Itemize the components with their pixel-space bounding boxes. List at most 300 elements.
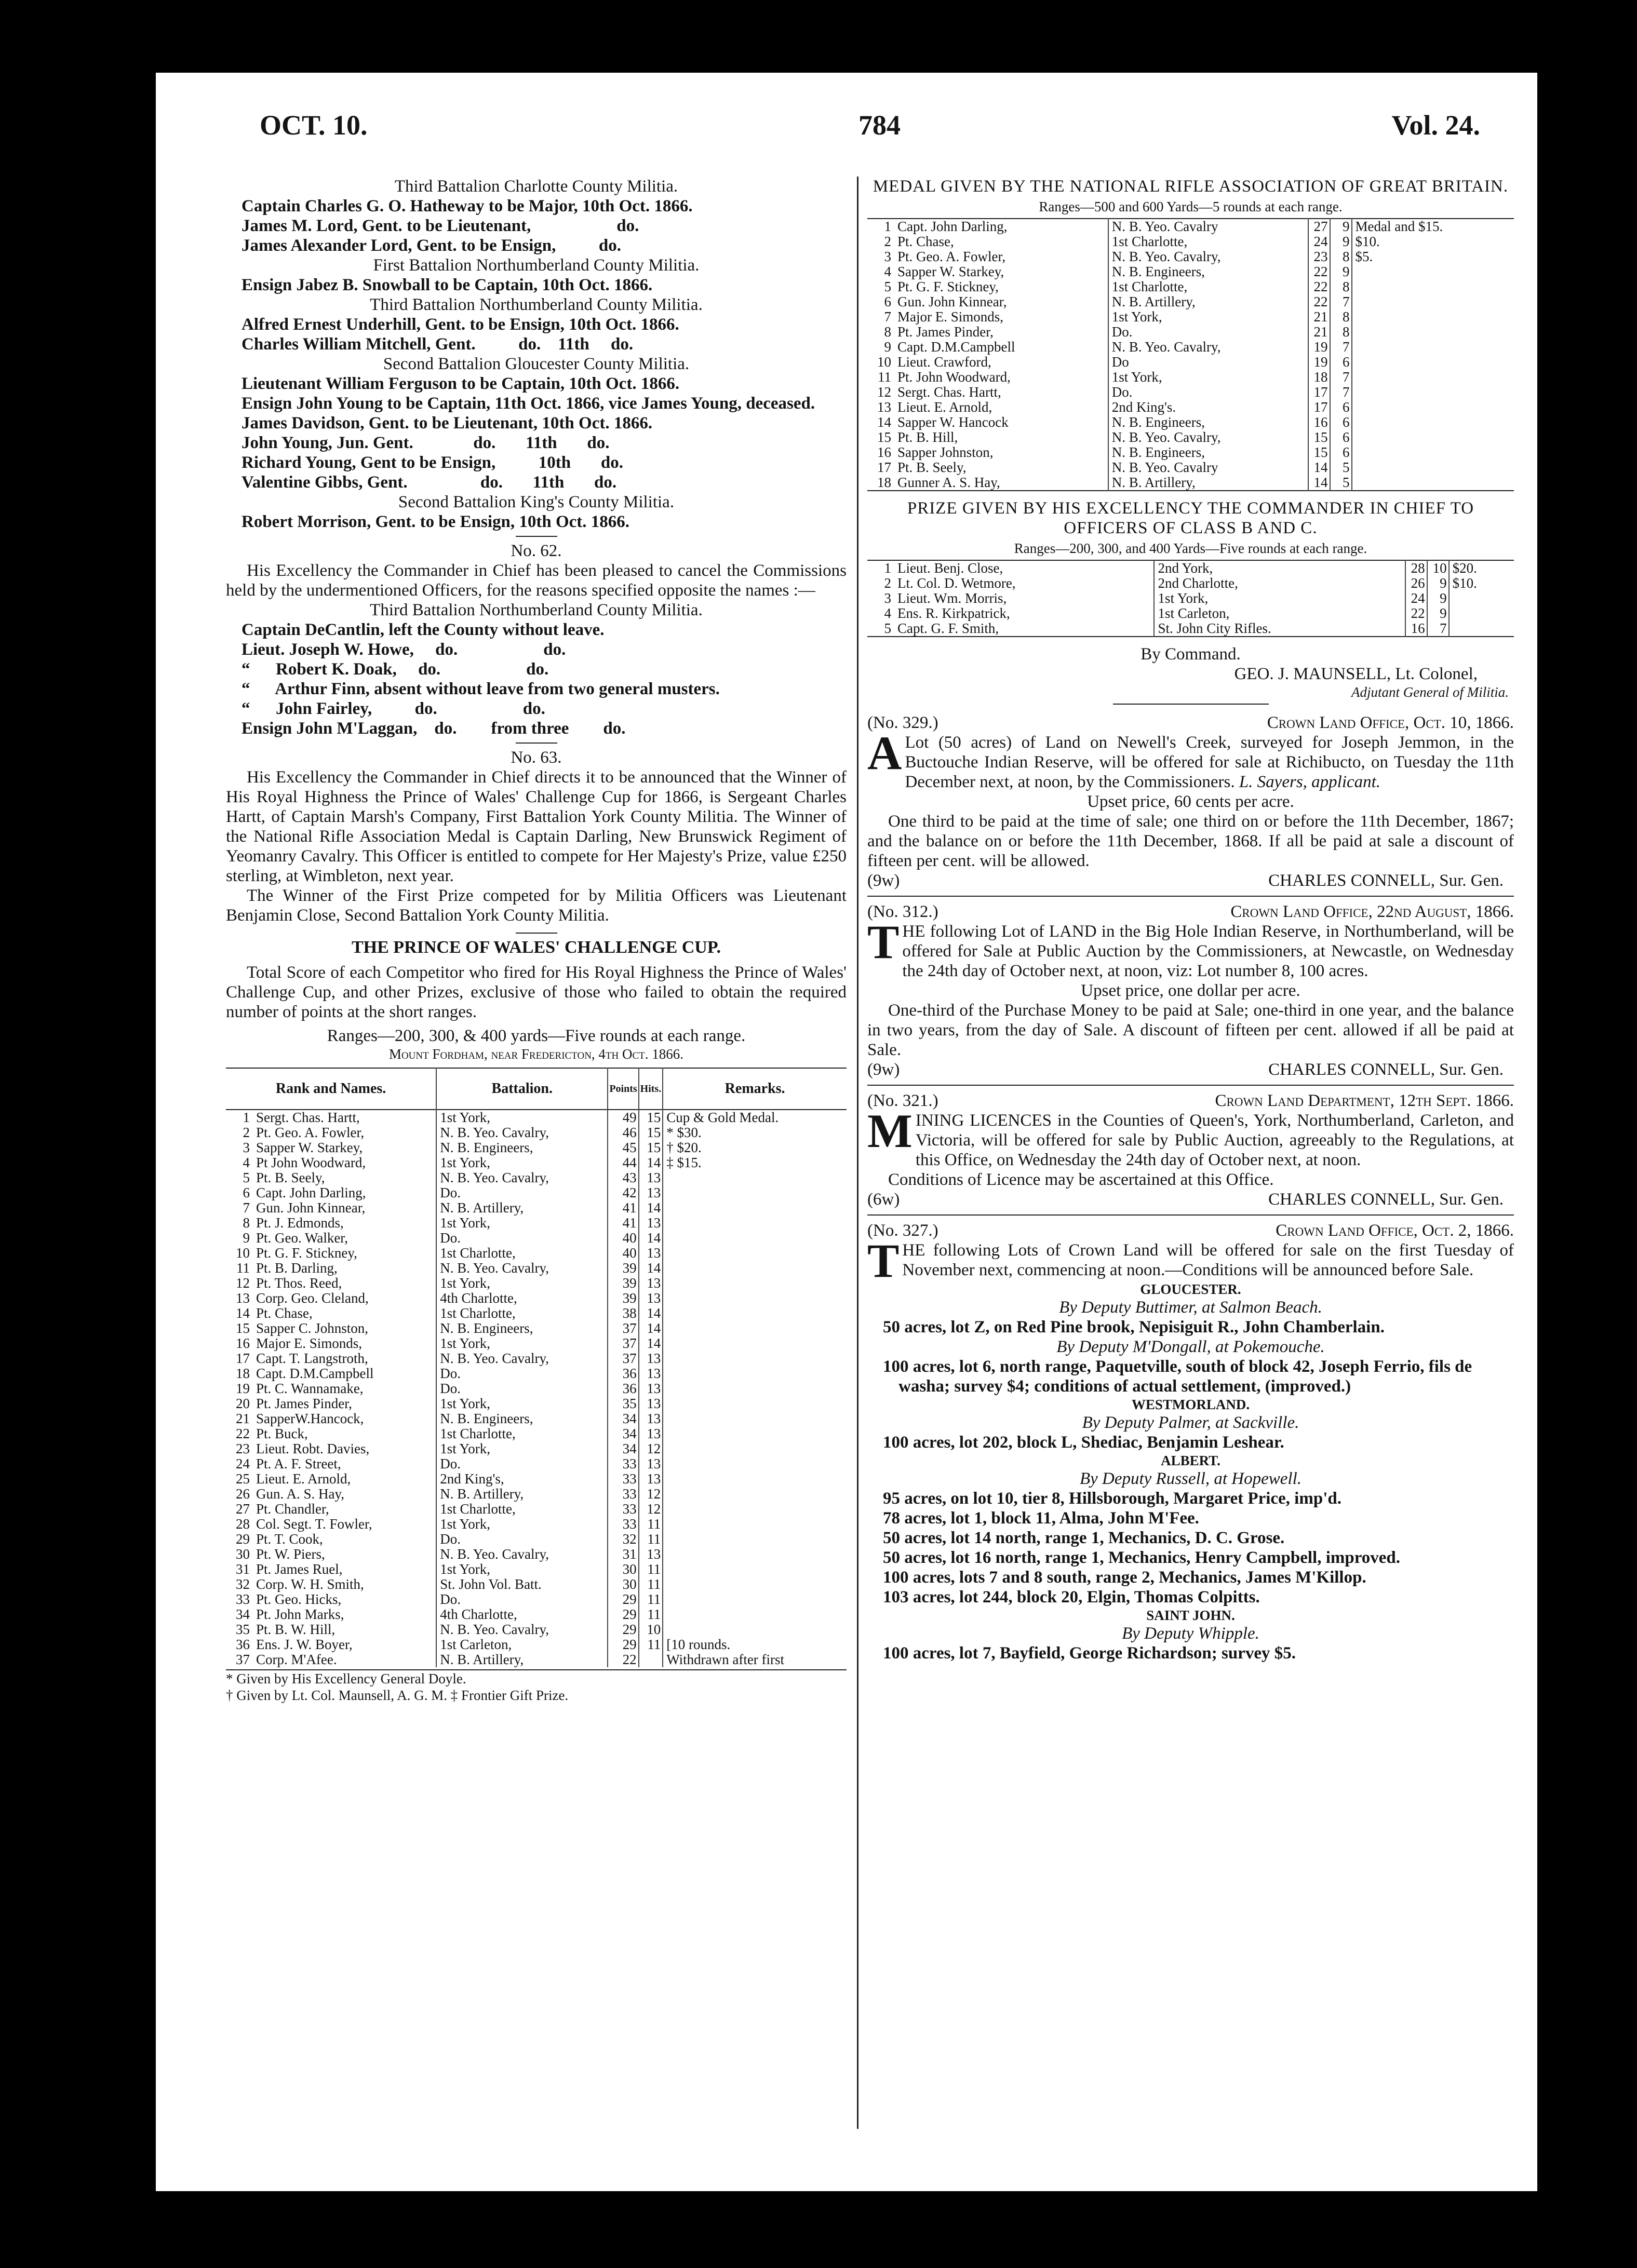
row-battalion: N. B. Engineers, <box>1108 445 1308 460</box>
row-rank: 17 <box>877 460 891 475</box>
row-remarks: ‡ $15. <box>663 1155 847 1170</box>
signer-name: GEO. J. MAUNSELL, Lt. Colonel, <box>1234 665 1478 683</box>
table-row <box>867 370 1514 385</box>
row-battalion: 1st York, <box>436 1216 608 1231</box>
cup-intro: Total Score of each Competitor who fired for His Royal Highness the Prince of Wales' Challenge Cup, and other Prizes, exclusive of those who failed to obtain the required number of points at the short ranges. <box>226 963 847 1021</box>
row-name: Capt. John Darling, <box>897 219 1008 234</box>
row-remarks: $10. <box>1449 576 1514 591</box>
notice-327 <box>867 1221 1514 1663</box>
cancellation-line: “ Arthur Finn, absent without leave from two general musters. <box>241 680 720 698</box>
row-rank: 28 <box>236 1517 250 1532</box>
row-name: Pt. J. Edmonds, <box>256 1216 344 1231</box>
table-row <box>226 1170 847 1185</box>
table-row <box>226 1291 847 1306</box>
appointment-line: Valentine Gibbs, Gent. do. 11th do. <box>241 473 617 492</box>
table-row <box>226 1441 847 1456</box>
row-rank: 19 <box>236 1381 250 1396</box>
row-points: 18 <box>1308 370 1330 385</box>
table-row <box>226 1547 847 1562</box>
row-battalion: 1st York, <box>436 1110 608 1125</box>
row-remarks <box>663 1351 847 1366</box>
row-battalion: Do. <box>436 1185 608 1200</box>
row-battalion: 4th Charlotte, <box>436 1607 608 1622</box>
row-battalion: N. B. Engineers, <box>1108 264 1308 279</box>
notice-body: INING LICENCES in the Counties of Queen's, York, Northumberland, Carleton, and Victoria, will be offered for sale by Public Auction, agreeably to the Regulations, at this Office, on Wednesday the 24th day of October next, at noon. <box>915 1111 1514 1169</box>
table-row <box>226 1502 847 1517</box>
lot-entry: 100 acres, lot 6, north range, Paquetville, south of block 42, Joseph Ferrio, fils de washa; survey $4; conditions of actual settlement, (improved.) <box>883 1357 1472 1396</box>
table-row <box>226 1246 847 1261</box>
row-rank: 24 <box>236 1456 250 1472</box>
row-name: Gunner A. S. Hay, <box>897 475 1000 490</box>
row-name: Gun. John Kinnear, <box>256 1200 366 1216</box>
row-battalion: Do. <box>1108 325 1308 340</box>
row-rank: 9 <box>884 340 891 355</box>
row-rank: 14 <box>877 415 891 430</box>
row-rank: 2 <box>243 1125 250 1140</box>
row-battalion: N. B. Yeo. Cavalry <box>1108 460 1308 475</box>
notice-no-63 <box>226 748 847 925</box>
row-hits: 12 <box>639 1441 663 1456</box>
cancellation-line: “ John Fairley, do. do. <box>241 699 545 718</box>
table-row <box>867 264 1514 279</box>
row-hits: 15 <box>639 1125 663 1140</box>
row-hits: 8 <box>1330 309 1352 325</box>
notice-321 <box>867 1091 1514 1209</box>
row-rank: 35 <box>236 1622 250 1637</box>
signer-title: Adjutant General of Militia. <box>1351 684 1509 700</box>
row-name: Gun. A. S. Hay, <box>256 1487 345 1502</box>
row-remarks <box>663 1185 847 1200</box>
row-rank: 13 <box>236 1291 250 1306</box>
table-row <box>226 1306 847 1321</box>
row-hits: 5 <box>1330 475 1352 491</box>
row-hits: 14 <box>639 1336 663 1351</box>
row-rank: 5 <box>243 1170 250 1185</box>
row-remarks <box>663 1562 847 1577</box>
newspaper-page <box>156 73 1537 2191</box>
surveyor-general: CHARLES CONNELL, Sur. Gen. <box>1268 871 1504 890</box>
prize-section <box>867 498 1514 637</box>
row-remarks <box>663 1381 847 1396</box>
row-name: Pt. G. F. Stickney, <box>897 279 999 294</box>
row-rank: 33 <box>236 1592 250 1607</box>
medal-table <box>867 218 1514 491</box>
crown-land-lots <box>867 1281 1514 1663</box>
appointment-line: Ensign Jabez B. Snowball to be Captain, 10th Oct. 1866. <box>241 276 653 294</box>
row-rank: 2 <box>884 234 891 249</box>
cancelled-commissions <box>226 620 847 738</box>
row-points: 22 <box>608 1652 638 1667</box>
row-battalion: 1st York, <box>1154 591 1405 606</box>
drop-cap: T <box>867 915 900 968</box>
row-name: Pt. C. Wannamake, <box>256 1381 364 1396</box>
medal-section <box>867 177 1514 491</box>
row-remarks <box>663 1607 847 1622</box>
row-hits: 11 <box>639 1637 663 1652</box>
row-remarks <box>663 1502 847 1517</box>
row-points: 39 <box>608 1261 638 1276</box>
row-points: 33 <box>608 1487 638 1502</box>
upset-price: Upset price, 60 cents per acre. <box>1087 792 1294 811</box>
page-header <box>260 109 1480 161</box>
applicant: L. Sayers, applicant. <box>1239 773 1381 791</box>
row-hits: 8 <box>1330 249 1352 264</box>
section-rule <box>867 896 1514 897</box>
deputy-line: By Deputy Russell, at Hopewell. <box>1079 1469 1302 1488</box>
row-battalion: 1st Charlotte, <box>436 1306 608 1321</box>
row-remarks <box>663 1366 847 1381</box>
row-rank: 1 <box>884 560 891 576</box>
row-rank: 10 <box>877 355 891 370</box>
row-name: Pt. Geo. Walker, <box>256 1231 348 1246</box>
row-battalion: N. B. Engineers, <box>436 1321 608 1336</box>
row-points: 38 <box>608 1306 638 1321</box>
table-header-row <box>226 1068 847 1110</box>
row-points: 14 <box>1308 460 1330 475</box>
lot-entry: 50 acres, lot Z, on Red Pine brook, Nepisiguit R., John Chamberlain. <box>883 1318 1385 1336</box>
row-hits: 13 <box>639 1291 663 1306</box>
row-battalion: Do. <box>436 1456 608 1472</box>
row-battalion: N. B. Yeo. Cavalry, <box>436 1351 608 1366</box>
appointment-line: Richard Young, Gent to be Ensign, 10th do. <box>241 453 623 472</box>
row-points: 14 <box>1308 475 1330 491</box>
row-rank: 8 <box>243 1216 250 1231</box>
row-hits: 9 <box>1330 264 1352 279</box>
row-battalion: Do. <box>436 1231 608 1246</box>
table-row <box>226 1321 847 1336</box>
row-remarks <box>663 1170 847 1185</box>
militia-appointments <box>226 177 847 532</box>
row-rank: 34 <box>236 1607 250 1622</box>
row-points: 31 <box>608 1547 638 1562</box>
row-name: Sapper Johnston, <box>897 445 994 460</box>
deputy-line: By Deputy M'Dongall, at Pokemouche. <box>1056 1338 1325 1356</box>
table-row <box>867 460 1514 475</box>
row-battalion: N. B. Engineers, <box>1108 415 1308 430</box>
row-hits <box>639 1652 663 1667</box>
row-rank: 4 <box>243 1155 250 1170</box>
row-points: 35 <box>608 1396 638 1411</box>
row-hits: 12 <box>639 1502 663 1517</box>
insertion-code: (6w) <box>867 1190 900 1209</box>
row-remarks <box>663 1441 847 1456</box>
notice-body: Lot (50 acres) of Land on Newell's Creek, surveyed for Joseph Jemmon, in the Buctouche Indian Reserve, will be offered for sale at Richibucto, on Tuesday the 11th December next, at noon, by the Commissioners. <box>905 733 1514 791</box>
row-name: Ens. R. Kirkpatrick, <box>897 606 1010 621</box>
row-rank: 17 <box>236 1351 250 1366</box>
row-battalion: N. B. Yeo. Cavalry, <box>1108 430 1308 445</box>
row-rank: 29 <box>236 1532 250 1547</box>
table-row <box>226 1637 847 1652</box>
table-row <box>867 355 1514 370</box>
drop-cap: A <box>867 726 902 779</box>
row-points: 29 <box>608 1622 638 1637</box>
row-points: 34 <box>608 1411 638 1426</box>
table-row <box>226 1155 847 1170</box>
row-battalion: N. B. Yeo. Cavalry, <box>1108 249 1308 264</box>
row-rank: 5 <box>884 621 891 636</box>
table-row <box>867 475 1514 491</box>
row-points: 22 <box>1308 294 1330 309</box>
drop-cap: T <box>867 1234 900 1287</box>
table-row <box>226 1411 847 1426</box>
row-points: 33 <box>608 1502 638 1517</box>
row-hits: 7 <box>1330 370 1352 385</box>
row-points: 33 <box>608 1472 638 1487</box>
row-hits: 12 <box>639 1487 663 1502</box>
row-points: 33 <box>608 1456 638 1472</box>
notice-329 <box>867 713 1514 890</box>
deputy-line: By Deputy Whipple. <box>1122 1624 1259 1643</box>
row-rank: 14 <box>236 1306 250 1321</box>
row-remarks <box>1352 355 1514 370</box>
row-rank: 4 <box>884 264 891 279</box>
cup-notes <box>226 1669 847 1704</box>
table-row <box>226 1517 847 1532</box>
row-hits: 7 <box>1427 621 1449 637</box>
notice-body: HE following Lot of LAND in the Big Hole Indian Reserve, in Northumberland, will be offered for Sale at Public Auction by the Commissioners, at Newcastle, on Wednesday the 24th day of October next, at noon, viz: Lot number 8, 100 acres. <box>902 922 1514 980</box>
table-row <box>867 234 1514 249</box>
row-battalion: 1st York, <box>1108 309 1308 325</box>
row-battalion: N. B. Artillery, <box>436 1487 608 1502</box>
row-remarks <box>663 1276 847 1291</box>
notice-office: Crown Land Office, 22nd August, 1866. <box>1230 902 1514 921</box>
row-name: Pt. Chase, <box>897 234 954 249</box>
row-points: 19 <box>1308 340 1330 355</box>
cancellation-line: “ Robert K. Doak, do. do. <box>241 660 549 679</box>
row-points: 32 <box>608 1532 638 1547</box>
battalion-heading: Third Battalion Northumberland County Militia. <box>370 601 703 619</box>
row-hits: 6 <box>1330 355 1352 370</box>
row-battalion: 2nd King's. <box>1108 400 1308 415</box>
row-remarks: Medal and $15. <box>1352 219 1514 234</box>
lot-entry: 95 acres, on lot 10, tier 8, Hillsborough, Margaret Price, imp'd. <box>883 1489 1341 1508</box>
row-rank: 32 <box>236 1577 250 1592</box>
row-name: Pt. A. F. Street, <box>256 1456 341 1472</box>
row-rank: 21 <box>236 1411 250 1426</box>
column-divider <box>857 177 858 2129</box>
table-row <box>226 1472 847 1487</box>
sale-terms: One-third of the Purchase Money to be paid at Sale; one-third in one year, and the balance in two years, from the day of Sale. A discount of fifteen per cent. allowed if all be paid at Sale. <box>867 1001 1514 1059</box>
row-rank: 3 <box>884 591 891 606</box>
insertion-code: (9w) <box>867 871 900 890</box>
section-rule <box>516 743 557 744</box>
row-rank: 27 <box>236 1502 250 1517</box>
row-hits: 15 <box>639 1110 663 1125</box>
row-hits: 13 <box>639 1396 663 1411</box>
row-rank: 3 <box>243 1140 250 1155</box>
row-hits: 13 <box>639 1472 663 1487</box>
row-name: Sapper W. Starkey, <box>897 264 1004 279</box>
row-remarks <box>663 1216 847 1231</box>
row-battalion: N. B. Yeo. Cavalry, <box>1108 340 1308 355</box>
left-column <box>226 177 847 1704</box>
appointment-line: James M. Lord, Gent. to be Lieutenant, do. <box>241 217 639 235</box>
row-rank: 2 <box>884 576 891 591</box>
row-remarks <box>1352 475 1514 491</box>
row-battalion: N. B. Engineers, <box>436 1140 608 1155</box>
row-points: 15 <box>1308 445 1330 460</box>
row-hits: 13 <box>639 1216 663 1231</box>
row-points: 37 <box>608 1351 638 1366</box>
row-hits: 14 <box>639 1231 663 1246</box>
table-row <box>867 294 1514 309</box>
row-points: 43 <box>608 1170 638 1185</box>
row-rank: 9 <box>243 1231 250 1246</box>
row-points: 19 <box>1308 355 1330 370</box>
row-name: Capt. G. F. Smith, <box>897 621 999 636</box>
row-hits: 6 <box>1330 400 1352 415</box>
row-remarks <box>1449 591 1514 606</box>
col-remarks: Remarks. <box>663 1068 847 1110</box>
row-points: 22 <box>1405 606 1427 621</box>
row-hits: 13 <box>639 1366 663 1381</box>
notice-number: (No. 327.) <box>867 1221 938 1240</box>
row-hits: 11 <box>639 1517 663 1532</box>
command-signature <box>867 644 1514 710</box>
row-remarks <box>663 1426 847 1441</box>
row-rank: 15 <box>877 430 891 445</box>
row-name: Lieut. E. Arnold, <box>897 400 992 415</box>
row-battalion: 1st Charlotte, <box>436 1426 608 1441</box>
row-remarks <box>1352 415 1514 430</box>
row-points: 36 <box>608 1366 638 1381</box>
row-battalion: 1st York, <box>436 1562 608 1577</box>
table-row <box>867 340 1514 355</box>
table-row <box>226 1125 847 1140</box>
row-remarks <box>663 1547 847 1562</box>
licence-conditions: Conditions of Licence may be ascertained at this Office. <box>888 1170 1274 1189</box>
notice-312 <box>867 902 1514 1079</box>
deputy-line: By Deputy Palmer, at Sackville. <box>1082 1413 1299 1432</box>
row-hits: 13 <box>639 1411 663 1426</box>
row-hits: 9 <box>1427 606 1449 621</box>
row-points: 36 <box>608 1381 638 1396</box>
row-hits: 11 <box>639 1562 663 1577</box>
table-row <box>226 1562 847 1577</box>
row-hits: 14 <box>639 1321 663 1336</box>
row-rank: 30 <box>236 1547 250 1562</box>
row-points: 28 <box>1405 560 1427 576</box>
table-row <box>867 430 1514 445</box>
row-remarks <box>663 1577 847 1592</box>
row-remarks: Cup & Gold Medal. <box>663 1110 847 1125</box>
col-points: Points <box>608 1068 638 1110</box>
row-battalion: St. John Vol. Batt. <box>436 1577 608 1592</box>
row-hits: 13 <box>639 1170 663 1185</box>
row-remarks: † $20. <box>663 1140 847 1155</box>
row-name: Pt. W. Piers, <box>256 1547 325 1562</box>
appointment-line: Robert Morrison, Gent. to be Ensign, 10th Oct. 1866. <box>241 512 630 531</box>
row-points: 15 <box>1308 430 1330 445</box>
row-battalion: 2nd King's, <box>436 1472 608 1487</box>
row-points: 22 <box>1308 279 1330 294</box>
row-remarks <box>1352 445 1514 460</box>
section-rule <box>867 1214 1514 1216</box>
row-hits: 9 <box>1427 591 1449 606</box>
row-remarks <box>663 1532 847 1547</box>
row-name: Pt. Chase, <box>256 1306 313 1321</box>
table-row <box>226 1110 847 1125</box>
row-points: 39 <box>608 1276 638 1291</box>
row-points: 42 <box>608 1185 638 1200</box>
row-name: Lt. Col. D. Wetmore, <box>897 576 1016 591</box>
table-row <box>226 1622 847 1637</box>
row-rank: 7 <box>243 1200 250 1216</box>
row-battalion: Do. <box>436 1381 608 1396</box>
row-name: Pt. G. F. Stickney, <box>256 1246 357 1261</box>
row-hits: 7 <box>1330 294 1352 309</box>
row-rank: 22 <box>236 1426 250 1441</box>
row-hits: 10 <box>639 1622 663 1637</box>
row-name: Pt. B. Seely, <box>897 460 967 475</box>
prize-ranges: Ranges—200, 300, and 400 Yards—Five rounds at each range. <box>1014 541 1367 556</box>
section-rule <box>516 536 557 537</box>
row-remarks <box>663 1261 847 1276</box>
table-row <box>867 415 1514 430</box>
row-remarks: $5. <box>1352 249 1514 264</box>
row-points: 41 <box>608 1200 638 1216</box>
by-command: By Command. <box>1140 645 1241 664</box>
row-rank: 5 <box>884 279 891 294</box>
row-rank: 15 <box>236 1321 250 1336</box>
drop-cap: M <box>867 1104 913 1157</box>
notice-number: (No. 321.) <box>867 1091 938 1110</box>
row-points: 27 <box>1308 219 1330 234</box>
row-battalion: 1st York, <box>436 1517 608 1532</box>
row-remarks <box>663 1306 847 1321</box>
table-row <box>226 1185 847 1200</box>
row-rank: 37 <box>236 1652 250 1667</box>
row-rank: 10 <box>236 1246 250 1261</box>
table-row <box>226 1351 847 1366</box>
row-remarks <box>1352 340 1514 355</box>
row-hits: 9 <box>1330 234 1352 249</box>
lot-entry: 50 acres, lot 14 north, range 1, Mechanics, D. C. Grose. <box>883 1529 1285 1547</box>
notice-office: Crown Land Department, 12th Sept. 1866. <box>1215 1091 1514 1110</box>
row-rank: 26 <box>236 1487 250 1502</box>
row-points: 24 <box>1308 234 1330 249</box>
row-hits: 14 <box>639 1155 663 1170</box>
appointment-line: Captain Charles G. O. Hatheway to be Major, 10th Oct. 1866. <box>241 197 693 215</box>
row-remarks: [10 rounds. <box>663 1637 847 1652</box>
row-points: 17 <box>1308 400 1330 415</box>
row-hits: 5 <box>1330 460 1352 475</box>
lot-entry: 100 acres, lot 7, Bayfield, George Richardson; survey $5. <box>883 1644 1296 1663</box>
row-name: Capt. D.M.Campbell <box>897 340 1015 355</box>
prize-title: PRIZE GIVEN BY HIS EXCELLENCY THE COMMANDER IN CHIEF TO OFFICERS OF CLASS B AND C. <box>907 499 1474 537</box>
row-battalion: 1st York, <box>436 1396 608 1411</box>
battalion-heading: First Battalion Northumberland County Militia. <box>373 256 700 275</box>
deputy-line: By Deputy Buttimer, at Salmon Beach. <box>1059 1298 1322 1317</box>
row-name: Pt. B. W. Hill, <box>256 1622 336 1637</box>
table-row <box>867 591 1514 606</box>
row-rank: 6 <box>884 294 891 309</box>
table-row <box>226 1577 847 1592</box>
row-hits: 13 <box>639 1351 663 1366</box>
row-name: Gun. John Kinnear, <box>897 294 1007 309</box>
row-hits: 10 <box>1427 560 1449 576</box>
row-name: Sergt. Chas. Hartt, <box>256 1110 360 1125</box>
appointment-line: Alfred Ernest Underhill, Gent. to be Ensign, 10th Oct. 1866. <box>241 315 679 334</box>
row-rank: 1 <box>884 219 891 234</box>
notice-office: Crown Land Office, Oct. 2, 1866. <box>1276 1221 1514 1240</box>
row-name: Pt. James Ruel, <box>256 1562 343 1577</box>
row-points: 21 <box>1308 309 1330 325</box>
row-name: Pt John Woodward, <box>256 1155 366 1170</box>
row-remarks <box>1352 370 1514 385</box>
row-hits: 11 <box>639 1532 663 1547</box>
row-name: Sapper C. Johnston, <box>256 1321 368 1336</box>
